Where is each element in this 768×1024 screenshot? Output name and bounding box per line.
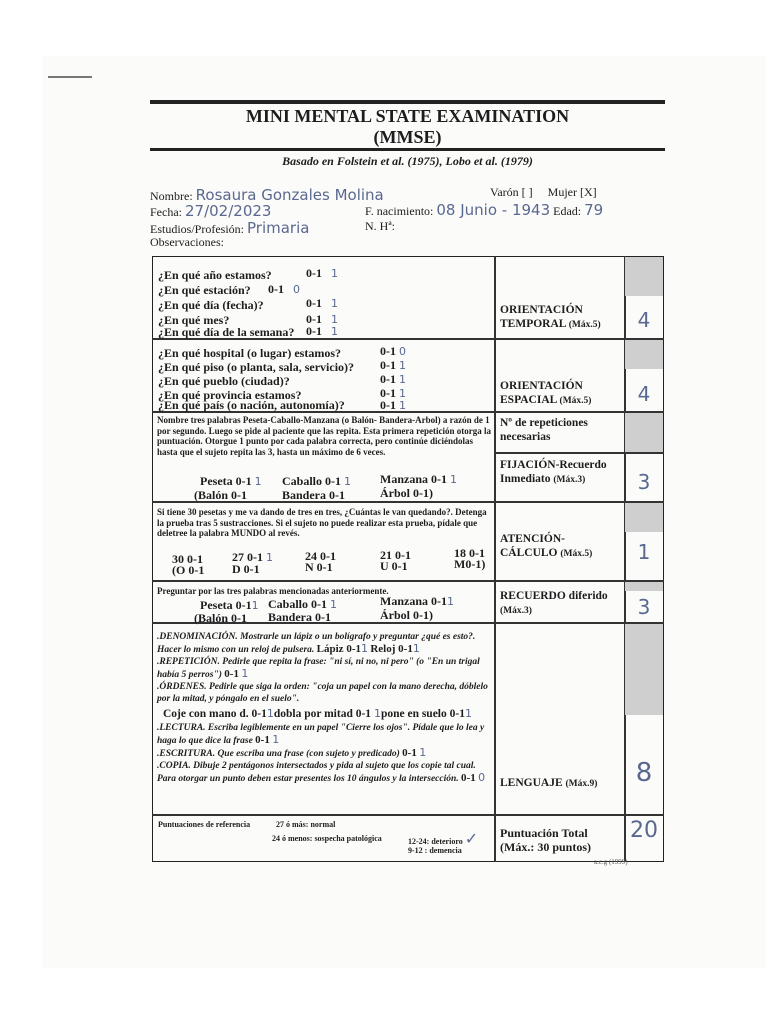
- recuerdo-score: 3: [637, 595, 651, 619]
- ordenes-scores: Coje con mano d. 0-11dobla por mitad 0-1 1pone en suelo 0-11: [163, 707, 472, 720]
- ref-demencia: 9-12 : demencia: [408, 846, 462, 855]
- row-divider-4: [152, 580, 664, 582]
- atencion-D: D 0-1: [232, 562, 260, 576]
- espacial-section-label: ORIENTACIÓN ESPACIAL (Máx.5): [500, 380, 592, 406]
- atencion-27: 27 0-1 1: [232, 550, 273, 564]
- atencion-24: 24 0-1: [305, 549, 336, 563]
- temporal-s4: 0-1 1: [306, 312, 338, 326]
- fijacion-word-2: Caballo 0-1 1: [282, 474, 352, 488]
- temporal-section-label: ORIENTACIÓN TEMPORAL (Máx.5): [500, 304, 601, 330]
- temporal-q4: ¿En qué mes?: [158, 313, 230, 327]
- shade-4: [625, 502, 663, 532]
- atencion-M: M0-1): [454, 557, 486, 571]
- denominacion-item: .DENOMINACIÓN. Mostrarle un lápiz o un bolígrafo y preguntar ¿qué es esto?. Hacer lo mismo con un reloj de pulsera. Lápiz 0-11 Reloj 0-11: [157, 632, 476, 655]
- temporal-s2: 0-1 0: [268, 282, 300, 296]
- temporal-s5: 0-1 1: [306, 324, 338, 338]
- shade-5: [625, 581, 663, 591]
- lenguaje-score: 8: [635, 758, 653, 788]
- form-subtitle: (MMSE): [373, 127, 442, 147]
- nh-label: N. Hª:: [365, 219, 395, 233]
- temporal-s3: 0-1 1: [306, 296, 338, 310]
- temporal-q3: ¿En qué día (fecha)?: [158, 298, 264, 312]
- atencion-instructions: Si tiene 30 pesetas y me va dando de tres en tres, ¿Cuántas le van quedando?. Detenga la prueba tras 5 sustracciones. Si el sujeto no puede realizar esta prueba, pídale que deletree la palabra MUNDO al revés.: [157, 507, 487, 538]
- lenguaje-section-label: LENGUAJE (Máx.9): [500, 777, 598, 789]
- title-rule-top: [150, 100, 665, 104]
- fecha-label: Fecha:: [150, 205, 182, 219]
- recuerdo-section-label: RECUERDO diferido (Máx.3): [500, 590, 608, 616]
- fijacion-alt-2: Bandera 0-1: [282, 488, 345, 502]
- shade-6: [625, 623, 663, 715]
- fnac-label: F. nacimiento:: [365, 204, 434, 218]
- espacial-q3: ¿En qué pueblo (ciudad)?: [158, 374, 290, 388]
- fijacion-alt-1: (Balón 0-1: [194, 488, 248, 502]
- varon-label: Varón [ ]: [490, 185, 533, 199]
- espacial-s4: 0-1 1: [380, 386, 406, 400]
- shade-3: [625, 412, 663, 452]
- temporal-q2: ¿En qué estación?: [158, 283, 251, 297]
- recuerdo-word-1: Peseta 0-11: [200, 598, 259, 612]
- fecha-field: [150, 202, 271, 220]
- fijacion-score: 3: [637, 470, 651, 494]
- fijacion-word-3: Manzana 0-1 1: [380, 472, 457, 486]
- temporal-q5: ¿En qué día de la semana?: [158, 325, 295, 339]
- atencion-N: N 0-1: [305, 560, 333, 574]
- fijacion-instructions: Nombre tres palabras Peseta-Caballo-Manzana (o Balón- Bandera-Arbol) a razón de 1 por segundo. Luego se pide al paciente que las repita. Esta primera repetición otorga la puntuación. Otorgue 1 punto por cada palabra correcta, pero continúe diciéndolas hasta que el sujeto repita las 3, hasta un máximo de 6 veces.: [157, 415, 491, 457]
- fijacion-word-1: Peseta 0-1 1: [200, 474, 262, 488]
- recuerdo-instructions: Preguntar por las tres palabras mencionadas anteriormente.: [157, 586, 389, 596]
- lectura-item: .LECTURA. Escriba legiblemente en un papel "Cierre los ojos". Pídale que lo lea y haga lo que dice la frase 0-1 1: [157, 723, 485, 746]
- ref-deterioro: 12-24: deterioro ✓: [408, 829, 479, 848]
- fnac-value: 08 Junio - 1943: [436, 201, 551, 219]
- lenguaje-items: [157, 631, 492, 785]
- temporal-score: 4: [637, 308, 651, 332]
- ordenes-item: .ÓRDENES. Pedirle que siga la orden: "coja un papel con la mano derecha, dóblelo por la mitad, y póngalo en el suelo".: [157, 682, 488, 704]
- atencion-30: 30 0-1: [172, 552, 203, 566]
- espacial-q1: ¿En qué hospital (o lugar) estamos?: [158, 346, 342, 360]
- espacial-q2: ¿En qué piso (o planta, sala, servicio)?: [158, 360, 355, 374]
- title-rule-bottom: [150, 148, 665, 151]
- fecha-value: 27/02/2023: [185, 202, 272, 220]
- atencion-O: (O 0-1: [172, 563, 205, 577]
- corner-mark: [48, 76, 92, 78]
- recuerdo-alt-2: Bandera 0-1: [268, 610, 331, 624]
- repeticiones-label: Nº de repeticiones necesarias: [500, 417, 588, 443]
- form-reference: Basado en Folstein et al. (1975), Lobo et al. (1979): [282, 154, 533, 168]
- fijacion-alt-3: Árbol 0-1): [380, 486, 433, 500]
- row-divider-6: [152, 814, 664, 816]
- ref-label: Puntuaciones de referencia: [158, 820, 251, 829]
- fijacion-section-label: FIJACIÓN-Recuerdo Inmediato (Máx.3): [500, 459, 607, 485]
- temporal-s1: 0-1 1: [306, 266, 338, 280]
- recuerdo-word-3: Manzana 0-11: [380, 594, 454, 608]
- atencion-U: U 0-1: [380, 559, 408, 573]
- recuerdo-alt-1: (Balón 0-1: [194, 611, 248, 625]
- repeticion-item: .REPETICIÓN. Pedirle que repita la frase: "ni sí, ni no, ni pero" (o "En un trigal había 5 perros") 0-1 1: [157, 657, 480, 680]
- nombre-value: Rosaura Gonzales Molina: [195, 186, 384, 204]
- escritura-item: .ESCRITURA. Que escriba una frase (con sujeto y predicado) 0-1 1: [157, 746, 427, 759]
- mujer-checkbox: [X]: [579, 185, 597, 199]
- espacial-q5: ¿En qué país (o nación, autonomía)?: [158, 398, 345, 412]
- column-divider-1: [494, 256, 496, 862]
- estudios-value: Primaria: [247, 219, 310, 237]
- estudios-label: Estudios/Profesión:: [150, 222, 245, 236]
- espacial-s1: 0-1 0: [380, 344, 406, 358]
- espacial-s3: 0-1 1: [380, 372, 406, 386]
- nombre-label: Nombre:: [150, 189, 193, 203]
- recuerdo-word-2: Caballo 0-1 1: [268, 597, 338, 611]
- edad-value: 79: [584, 201, 604, 219]
- recuerdo-alt-3: Árbol 0-1): [380, 608, 433, 622]
- form-title: MINI MENTAL STATE EXAMINATION: [245, 106, 570, 126]
- edad-label: Edad:: [553, 204, 582, 218]
- copyright-signature: a.c.g (1999): [594, 858, 628, 866]
- temporal-q1: ¿En qué año estamos?: [158, 268, 272, 282]
- atencion-score: 1: [637, 540, 651, 564]
- shade-2: [625, 339, 663, 369]
- espacial-s5: 0-1 1: [380, 398, 406, 412]
- atencion-18: 18 0-1: [454, 546, 485, 560]
- total-label: Puntuación Total (Máx.: 30 puntos): [500, 826, 592, 854]
- fnac-field: [365, 201, 603, 219]
- espacial-q4: ¿En qué provincia estamos?: [158, 388, 302, 402]
- sex-field: [490, 185, 597, 200]
- espacial-score: 4: [637, 382, 651, 406]
- atencion-21: 21 0-1: [380, 548, 411, 562]
- ref-sospecha: 24 ó menos: sospecha patológica: [272, 834, 382, 843]
- mujer-label: Mujer: [547, 185, 577, 199]
- ref-normal: 27 ó más: normal: [276, 820, 336, 829]
- observaciones-label: Observaciones:: [150, 235, 224, 249]
- copia-item: .COPIA. Dibuje 2 pentágonos intersectados y pida al sujeto que los copie tal cual. Para otorgar un punto deben estar presentes los 10 ángulos y la intersección. 0-1 0: [157, 761, 486, 784]
- espacial-s2: 0-1 1: [380, 358, 406, 372]
- shade-1: [625, 257, 663, 296]
- atencion-section-label: ATENCIÓN-CÁLCULO (Máx.5): [500, 533, 593, 559]
- row-divider-2b: [494, 452, 664, 454]
- total-score: 20: [630, 818, 658, 843]
